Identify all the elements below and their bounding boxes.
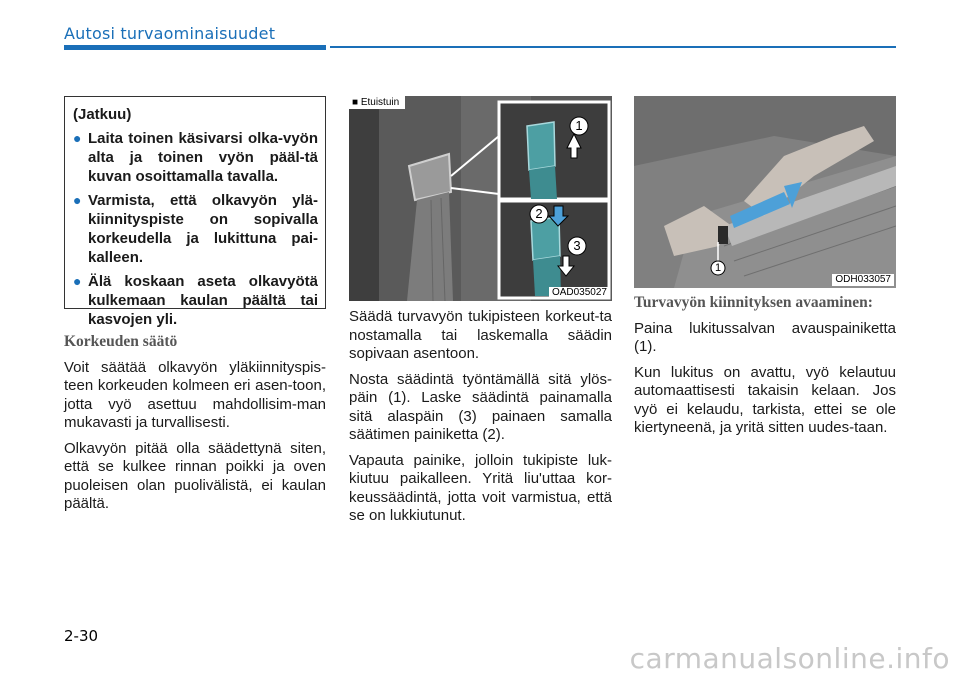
continued-note-box xyxy=(64,96,326,328)
buckle-release-section xyxy=(634,294,896,445)
paragraph: Nosta säädintä työntämällä sitä ylös-päin (1). Laske säädintä painamalla sitä alaspäin (3) painaen samalla säätimen painiketta (2). xyxy=(349,370,612,443)
buckle-release-drawing xyxy=(634,96,896,288)
paragraph: Säädä turvavyön tukipisteen korkeut-ta nostamalla tai laskemalla säädin sopivaan asentoon. xyxy=(349,308,612,362)
figure-code: OAD035027 xyxy=(549,287,610,299)
note-heading: (Jatkuu) xyxy=(73,106,132,123)
page-number: 2-30 xyxy=(64,627,99,645)
paragraph: Voit säätää olkavyön yläkiinnityspis-teen korkeuden kolmeen eri asen-toon, jotta vyö asettuu mahdollisim-man mukavasti ja turvallisesti. xyxy=(64,358,326,431)
paragraph: Paina lukitussalvan avauspainiketta (1). xyxy=(634,319,896,355)
section-header-title: Autosi turvaominaisuudet xyxy=(64,24,276,43)
height-adjust-section xyxy=(64,333,326,521)
callout-3: 3 xyxy=(573,238,581,253)
callout-2: 2 xyxy=(535,206,543,221)
section-title: Korkeuden säätö xyxy=(64,333,178,350)
height-adjuster-illustration xyxy=(349,96,612,301)
watermark: carmanualsonline.info xyxy=(629,642,950,675)
note-bullet-list xyxy=(73,129,318,329)
note-bullet-item: ● Laita toinen käsivarsi olka-vyön alta ja toinen vyön pääl-tä kuvan osoittamalla tavalla. xyxy=(73,130,318,185)
figure-tag: ■ Etuistuin xyxy=(349,96,405,109)
paragraph: Olkavyön pitää olla säädettynä siten, että se kulkee rinnan poikki ja oven puoleisen olan puolivälistä, ei kaulan päältä. xyxy=(64,439,326,512)
paragraph: Vapauta painike, jolloin tukipiste luk-kiutuu paikalleen. Yritä liu'uttaa kor-keussäädintä, jotta voit varmistua, että se on lukkiutunut. xyxy=(349,451,612,524)
bullet-dot-icon: ● xyxy=(73,273,82,289)
bullet-dot-icon: ● xyxy=(73,192,82,208)
adjuster-instructions xyxy=(349,308,612,533)
callout-1: 1 xyxy=(575,118,583,133)
buckle-release-illustration xyxy=(634,96,896,288)
callout-1: 1 xyxy=(714,262,722,274)
note-bullet-item: ● Älä koskaan aseta olkavyötä kulkemaan kaulan päältä tai kasvojen yli. xyxy=(73,273,318,328)
paragraph: Kun lukitus on avattu, vyö kelautuu automaattisesti takaisin kelaan. Jos vyö ei kelaudu, tarkista, ettei se ole kiertyneenä, ja yritä sitten uudes-taan. xyxy=(634,363,896,436)
section-title: Turvavyön kiinnityksen avaaminen: xyxy=(634,294,873,311)
header-rule-thin xyxy=(330,46,896,48)
note-bullet-item: ● Varmista, että olkavyön ylä-kiinnityspiste on sopivalla korkeudella ja lukittuna pai-kalleen. xyxy=(73,192,318,266)
header-rule-thick xyxy=(64,45,326,50)
figure-code: ODH033057 xyxy=(832,274,894,286)
bullet-dot-icon: ● xyxy=(73,130,82,146)
